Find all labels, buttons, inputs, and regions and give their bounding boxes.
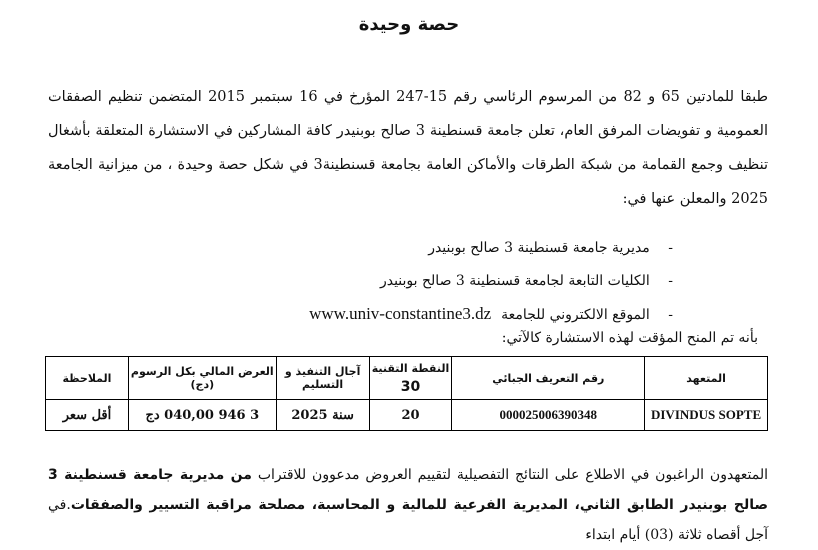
cell-deadline: سنة 2025 [276, 400, 369, 431]
cell-remark: أقل سعر [46, 400, 129, 431]
table-row [46, 400, 768, 431]
website-url[interactable]: www.univ-constantine3.dz [309, 304, 492, 323]
document-title: حصة وحيدة [358, 14, 460, 35]
award-note: بأنه تم المنح المؤقت لهذه الاستشارة كالآتي: [501, 330, 758, 346]
cell-financial-offer: 3 946 040,00 دج [128, 400, 276, 431]
header-financial-offer: العرض المالي بكل الرسوم (دج) [128, 357, 276, 400]
list-item: - الموقع الالكتروني للجامعةwww.univ-constantine3.dz [309, 300, 673, 333]
list-item: - الكليات التابعة لجامعة قسنطينة 3 صالح بوبنيدر [309, 267, 673, 300]
header-deadline: آجال التنفيذ و التسليم [276, 357, 369, 400]
header-technical-score: النقطة التقنية 30 [369, 357, 452, 400]
header-remark: الملاحظة [46, 357, 129, 400]
header-bidder: المتعهد [645, 357, 768, 400]
cell-technical-score: 20 [369, 400, 452, 431]
cell-bidder: DIVINDUS SOPTE [645, 400, 768, 431]
header-tax-id: رقم التعريف الجبائي [452, 357, 645, 400]
list-item: - مديرية جامعة قسنطينة 3 صالح بوبنيدر [309, 234, 673, 267]
footer-paragraph: المتعهدون الراغبون في الاطلاع على النتائج التفصيلية لتقييم العروض مدعوون للاقتراب من مديرية جامعة قسنطينة 3 صالح بوبنيدر الطابق الثاني، المديرية الفرعية للمالية و المحاسبة، مصلحة مراقبة التسيير والصفقات.في آجل أقصاه ثلاثة (03) أيام ابتداء [48, 467, 768, 543]
cell-tax-id: 000025006390348 [452, 400, 645, 431]
technical-score-max: 30 [400, 378, 421, 395]
intro-paragraph: طبقا للمادتين 65 و 82 من المرسوم الرئاسي رقم 15-247 المؤرخ في 16 سبتمبر 2015 المتضمن تنظيم الصفقات العمومية و تفويضات المرفق العام، تعلن جامعة قسنطينة 3 صالح بوبنيدر كافة المشاركين في الاستشارة المتعلقة بأشغال تنظيف وجمع القمامة من شبكة الطرقات والأماكن العامة بجامعة قسنطينة3 في شكل حصة وحيدة ، من ميزانية الجامعة 2025 والمعلن عنها في: [48, 89, 768, 207]
announcement-list [309, 234, 673, 333]
award-table [45, 356, 768, 431]
